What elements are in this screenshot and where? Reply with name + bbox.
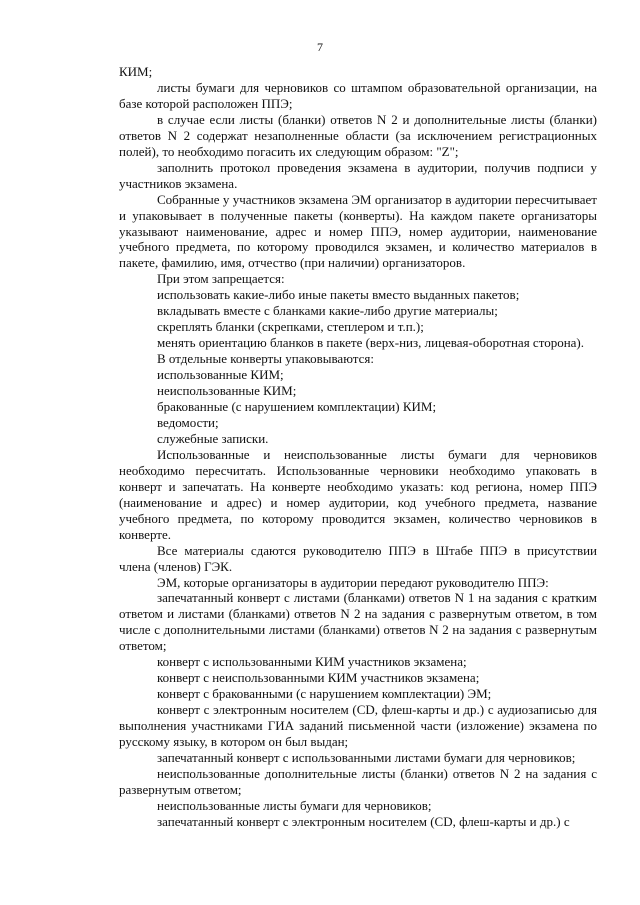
paragraph: Собранные у участников экзамена ЭМ организатор в аудитории пересчитывает и упаковывает в полученные пакеты (конверты). На каждом пакете организаторы указывают наименование, адрес и номер ППЭ, номер аудитории, наименование учебного предмета, по которому проводился экзамен, и количество материалов в пакете, фамилию, имя, отчество (при наличии) организаторов.	[119, 191, 597, 271]
paragraph: Использованные и неиспользованные листы бумаги для черновиков необходимо пересчитать. Использованные черновики необходимо упаковать в конверт и запечатать. На конверте необходимо указать: код региона, номер ППЭ (наименование и адрес) и номер аудитории, код учебного предмета, название учебного предмета, по которому проводится экзамен, количество черновиков в конверте.	[119, 446, 597, 542]
paragraph: запечатанный конверт с использованными листами бумаги для черновиков;	[157, 749, 576, 765]
paragraph: в случае если листы (бланки) ответов N 2 и дополнительные листы (бланки) ответов N 2 содержат незаполненные области (за исключением регистрационных полей), то необходимо погасить их следующим образом: "Z";	[119, 111, 597, 159]
paragraph: конверт с использованными КИМ участников экзамена;	[157, 654, 467, 670]
document-body	[119, 64, 597, 830]
paragraph: запечатанный конверт с листами (бланками) ответов N 1 на задания с кратким ответом и листами (бланками) ответов N 2 на задания с развернутым ответом, в том числе с дополнительными листами (бланками) ответов N 2 на задания с развернутым ответом;	[119, 590, 597, 654]
paragraph: ЭМ, которые организаторы в аудитории передают руководителю ППЭ:	[157, 574, 549, 590]
paragraph: скреплять бланки (скрепками, степлером и т.п.);	[157, 319, 424, 335]
paragraph: заполнить протокол проведения экзамена в аудитории, получив подписи у участников экзамена.	[119, 159, 597, 191]
page-number: 7	[317, 40, 323, 54]
paragraph: использованные КИМ;	[157, 367, 284, 383]
paragraph: неиспользованные листы бумаги для черновиков;	[157, 797, 432, 813]
paragraph: конверт с электронным носителем (CD, флеш-карты и др.) с аудиозаписью для выполнения участниками ГИА заданий письменной части (изложение) экзамена по русскому языку, в котором он был выдан;	[119, 702, 597, 750]
paragraph: конверт с неиспользованными КИМ участников экзамена;	[157, 670, 480, 686]
paragraph: бракованные (с нарушением комплектации) КИМ;	[157, 399, 437, 415]
paragraph: неиспользованные КИМ;	[157, 383, 297, 399]
paragraph: В отдельные конверты упаковываются:	[157, 351, 374, 367]
paragraph: листы бумаги для черновиков со штампом образовательной организации, на базе которой расположен ППЭ;	[119, 79, 597, 111]
paragraph: служебные записки.	[157, 430, 269, 446]
paragraph: запечатанный конверт с электронным носителем (CD, флеш-карты и др.) с	[157, 813, 570, 829]
paragraph: менять ориентацию бланков в пакете (верх-низ, лицевая-оборотная сторона).	[157, 335, 585, 351]
paragraph: При этом запрещается:	[157, 271, 285, 287]
paragraph: неиспользованные дополнительные листы (бланки) ответов N 2 на задания с развернутым ответом;	[119, 765, 597, 797]
paragraph: КИМ;	[119, 64, 153, 79]
paragraph: конверт с бракованными (с нарушением комплектации) ЭМ;	[157, 686, 492, 702]
paragraph: использовать какие-либо иные пакеты вместо выданных пакетов;	[157, 287, 520, 303]
paragraph: ведомости;	[157, 414, 219, 430]
paragraph: Все материалы сдаются руководителю ППЭ в Штабе ППЭ в присутствии члена (членов) ГЭК.	[119, 542, 597, 574]
paragraph: вкладывать вместе с бланками какие-либо другие материалы;	[157, 303, 498, 319]
